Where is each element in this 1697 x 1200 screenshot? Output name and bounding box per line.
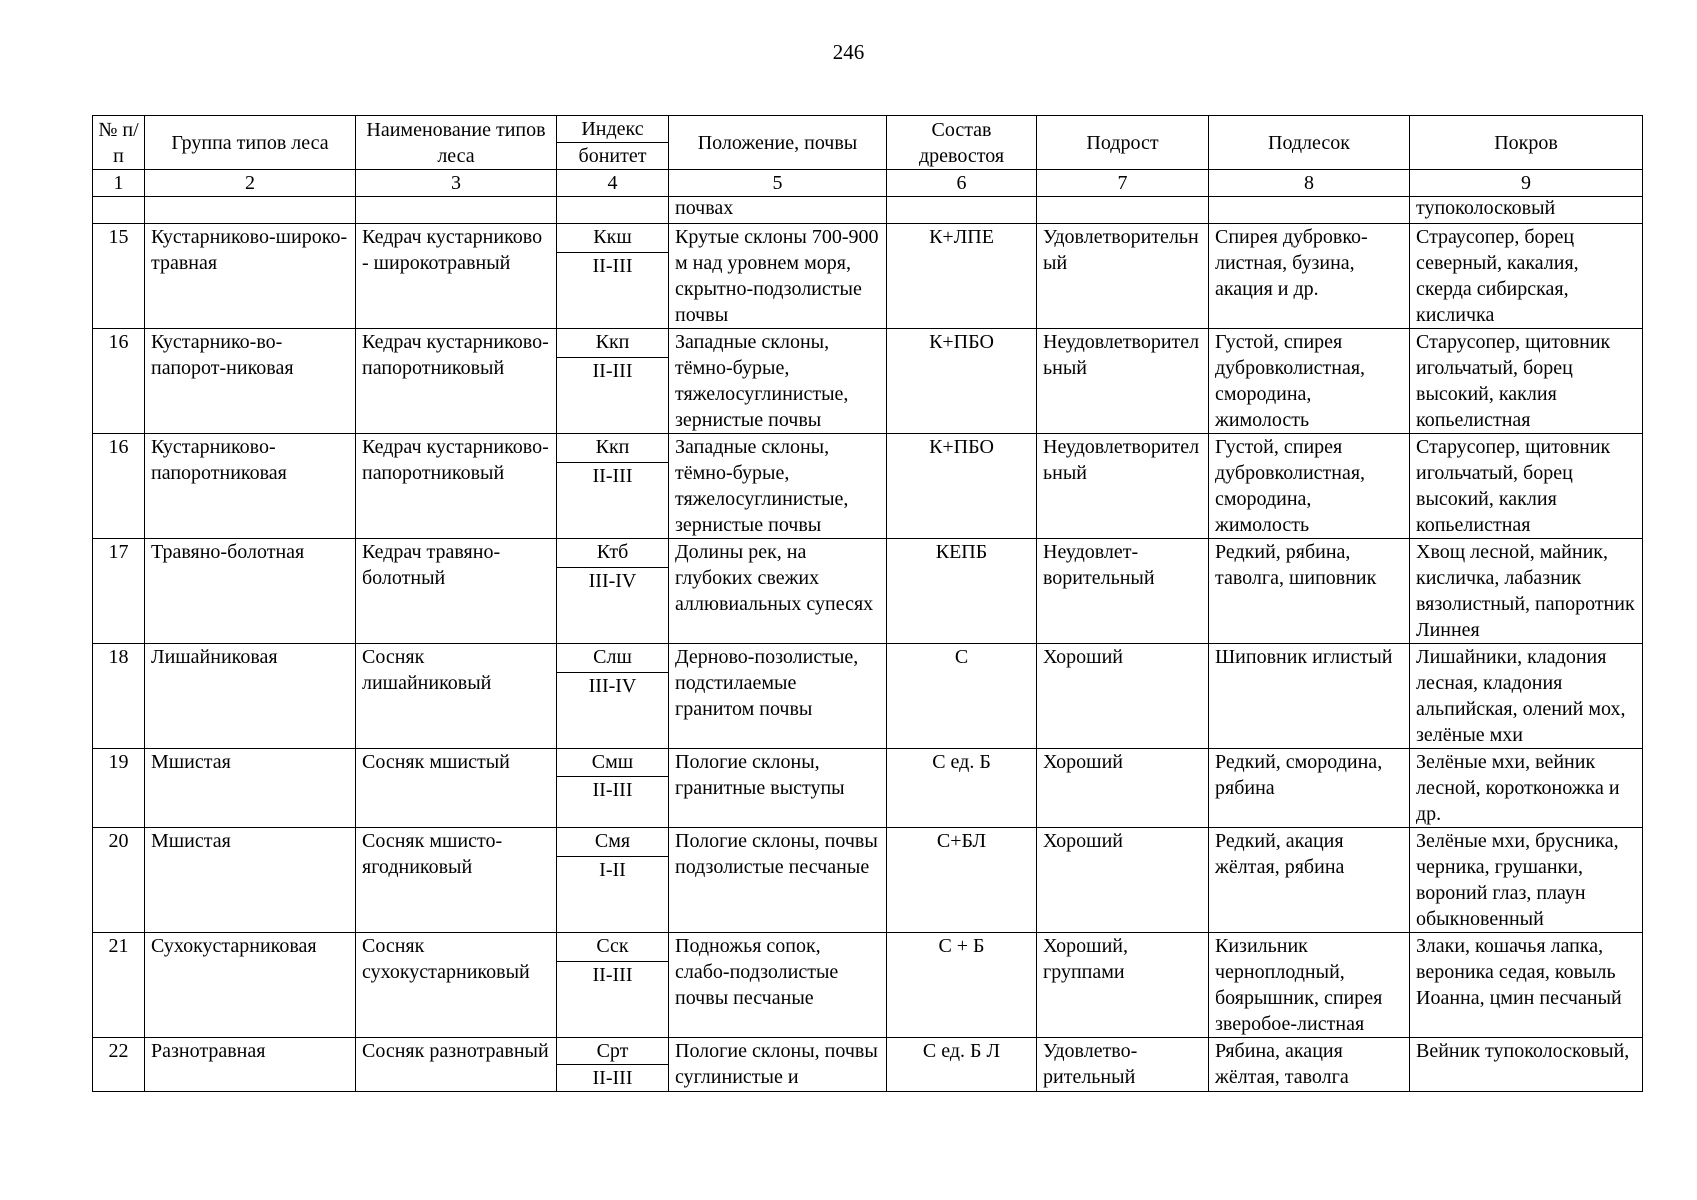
forest-index: Смя (557, 828, 669, 857)
header-num: № п/п (93, 116, 145, 170)
bonitet: II-III (557, 777, 669, 828)
undergrowth: Хороший (1037, 828, 1209, 933)
undergrowth: Хороший (1037, 644, 1209, 749)
forest-index: Ккп (557, 329, 669, 358)
header-bonitet: бонитет (557, 143, 669, 170)
underbrush: Редкий, рябина, таволга, шиповник (1209, 539, 1410, 644)
stand-composition: С ед. Б (887, 749, 1037, 828)
undergrowth: Неудовлетворительный (1037, 329, 1209, 434)
header-name: Наименование типов леса (356, 116, 557, 170)
position-soils: Западные склоны, тёмно-бурые, тяжелосуглинистые, зернистые почвы (669, 434, 887, 539)
stand-composition: К+ЛПЕ (887, 224, 1037, 329)
position-soils: Пологие склоны, гранитные выступы (669, 749, 887, 828)
underbrush: Спирея дубровко-листная, бузина, акация и др. (1209, 224, 1410, 329)
ground-cover: Зелёные мхи, брусника, черника, грушанки, вороний глаз, плаун обыкновенный (1410, 828, 1643, 933)
ground-cover: Страусопер, борец северный, какалия, скерда сибирская, кисличка (1410, 224, 1643, 329)
row-number: 17 (93, 539, 145, 644)
forest-type-name: Сосняк мшистый (356, 749, 557, 828)
page-number: 246 (832, 40, 865, 64)
table-row (93, 224, 1643, 253)
stand-composition: К+ПБО (887, 329, 1037, 434)
column-number-row (93, 170, 1643, 197)
underbrush: Редкий, акация жёлтая, рябина (1209, 828, 1410, 933)
ground-cover: Лишайники, кладония лесная, кладония альпийская, олений мох, зелёные мхи (1410, 644, 1643, 749)
forest-type-name: Кедрач кустарниково - широкотравный (356, 224, 557, 329)
forest-group: Мшистая (145, 828, 356, 933)
forest-type-name: Кедрач кустарниково-папоротниковый (356, 329, 557, 434)
forest-type-name: Кедрач кустарниково-папоротниковый (356, 434, 557, 539)
underbrush: Кизильник черноплодный, боярышник, спирея зверобое-листная (1209, 933, 1410, 1038)
forest-type-name: Кедрач травяно-болотный (356, 539, 557, 644)
underbrush: Густой, спирея дубровколистная, смородина, жимолость (1209, 329, 1410, 434)
header-cover: Покров (1410, 116, 1643, 170)
undergrowth: Неудовлет-ворительный (1037, 539, 1209, 644)
forest-type-name: Сосняк лишайниковый (356, 644, 557, 749)
forest-index: Сск (557, 933, 669, 962)
table-row (93, 329, 1643, 358)
undergrowth: Удовлетво-рительный (1037, 1038, 1209, 1092)
forest-index: Слш (557, 644, 669, 673)
position-soils: Долины рек, на глубоких свежих аллювиальных супесях (669, 539, 887, 644)
underbrush: Рябина, акация жёлтая, таволга (1209, 1038, 1410, 1092)
position-soils: Пологие склоны, почвы подзолистые песчаные (669, 828, 887, 933)
ground-cover: Вейник тупоколосковый, (1410, 1038, 1643, 1092)
continuation-cover: тупоколосковый (1410, 197, 1643, 224)
header-group: Группа типов леса (145, 116, 356, 170)
position-soils: Пологие склоны, почвы суглинистые и (669, 1038, 887, 1092)
stand-composition: С + Б (887, 933, 1037, 1038)
row-number: 19 (93, 749, 145, 828)
undergrowth: Хороший (1037, 749, 1209, 828)
row-number: 16 (93, 329, 145, 434)
bonitet: II-III (557, 462, 669, 538)
forest-group: Разнотравная (145, 1038, 356, 1092)
stand-composition: КЕПБ (887, 539, 1037, 644)
ground-cover: Хвощ лесной, майник, кисличка, лабазник вязолистный, папоротник Линнея (1410, 539, 1643, 644)
forest-group: Кустарниково-широко-травная (145, 224, 356, 329)
table-row (93, 828, 1643, 857)
column-number: 8 (1209, 170, 1410, 197)
table-row (93, 644, 1643, 673)
column-number: 3 (356, 170, 557, 197)
forest-type-name: Сосняк разнотравный (356, 1038, 557, 1092)
forest-group: Мшистая (145, 749, 356, 828)
column-number: 1 (93, 170, 145, 197)
stand-composition: С ед. Б Л (887, 1038, 1037, 1092)
stand-composition: К+ПБО (887, 434, 1037, 539)
forest-group: Кустарниково-папоротниковая (145, 434, 356, 539)
bonitet: II-III (557, 1065, 669, 1092)
table-row (93, 1038, 1643, 1065)
table-row (93, 539, 1643, 568)
column-number: 2 (145, 170, 356, 197)
forest-type-name: Сосняк сухокустарниковый (356, 933, 557, 1038)
row-number: 22 (93, 1038, 145, 1092)
underbrush: Густой, спирея дубровколистная, смородина, жимолость (1209, 434, 1410, 539)
forest-index: Смш (557, 749, 669, 777)
row-number: 20 (93, 828, 145, 933)
forest-index: Ккш (557, 224, 669, 253)
ground-cover: Старусопер, щитовник игольчатый, борец высокий, каклия копьелистная (1410, 329, 1643, 434)
column-number: 5 (669, 170, 887, 197)
continuation-row (93, 197, 1643, 224)
ground-cover: Злаки, кошачья лапка, вероника седая, ковыль Иоанна, цмин песчаный (1410, 933, 1643, 1038)
position-soils: Крутые склоны 700-900 м над уровнем моря, скрытно-подзолистые почвы (669, 224, 887, 329)
stand-composition: С (887, 644, 1037, 749)
forest-index: Срт (557, 1038, 669, 1065)
forest-index: Ктб (557, 539, 669, 568)
forest-group: Сухокустарниковая (145, 933, 356, 1038)
forest-group: Травяно-болотная (145, 539, 356, 644)
undergrowth: Неудовлетворительный (1037, 434, 1209, 539)
row-number: 18 (93, 644, 145, 749)
table-row (93, 933, 1643, 962)
header-underbrush: Подлесок (1209, 116, 1410, 170)
ground-cover: Зелёные мхи, вейник лесной, коротконожка и др. (1410, 749, 1643, 828)
table-row (93, 749, 1643, 777)
column-number: 4 (557, 170, 669, 197)
undergrowth: Удовлетворительный (1037, 224, 1209, 329)
table-row (93, 434, 1643, 463)
header-row (93, 116, 1643, 143)
forest-group: Лишайниковая (145, 644, 356, 749)
forest-group: Кустарнико-во-папорот-никовая (145, 329, 356, 434)
row-number: 15 (93, 224, 145, 329)
position-soils: Подножья сопок, слабо-подзолистые почвы песчаные (669, 933, 887, 1038)
stand-composition: С+БЛ (887, 828, 1037, 933)
column-number: 9 (1410, 170, 1643, 197)
underbrush: Редкий, смородина, рябина (1209, 749, 1410, 828)
header-composition: Состав древостоя (887, 116, 1037, 170)
row-number: 21 (93, 933, 145, 1038)
undergrowth: Хороший, группами (1037, 933, 1209, 1038)
header-position: Положение, почвы (669, 116, 887, 170)
column-number: 7 (1037, 170, 1209, 197)
header-undergrowth: Подрост (1037, 116, 1209, 170)
header-index: Индекс (557, 116, 669, 143)
underbrush: Шиповник иглистый (1209, 644, 1410, 749)
position-soils: Западные склоны, тёмно-бурые, тяжелосуглинистые, зернистые почвы (669, 329, 887, 434)
position-soils: Дерново-позолистые, подстилаемые гранитом почвы (669, 644, 887, 749)
ground-cover: Старусопер, щитовник игольчатый, борец высокий, каклия копьелистная (1410, 434, 1643, 539)
bonitet: II-III (557, 961, 669, 1037)
bonitet: III-IV (557, 672, 669, 748)
continuation-position: почвах (669, 197, 887, 224)
forest-index: Ккп (557, 434, 669, 463)
bonitet: I-II (557, 856, 669, 932)
row-number: 16 (93, 434, 145, 539)
forest-types-table (92, 115, 1643, 1092)
bonitet: II-III (557, 357, 669, 433)
forest-type-name: Сосняк мшисто-ягодниковый (356, 828, 557, 933)
bonitet: II-III (557, 252, 669, 328)
bonitet: III-IV (557, 567, 669, 643)
column-number: 6 (887, 170, 1037, 197)
